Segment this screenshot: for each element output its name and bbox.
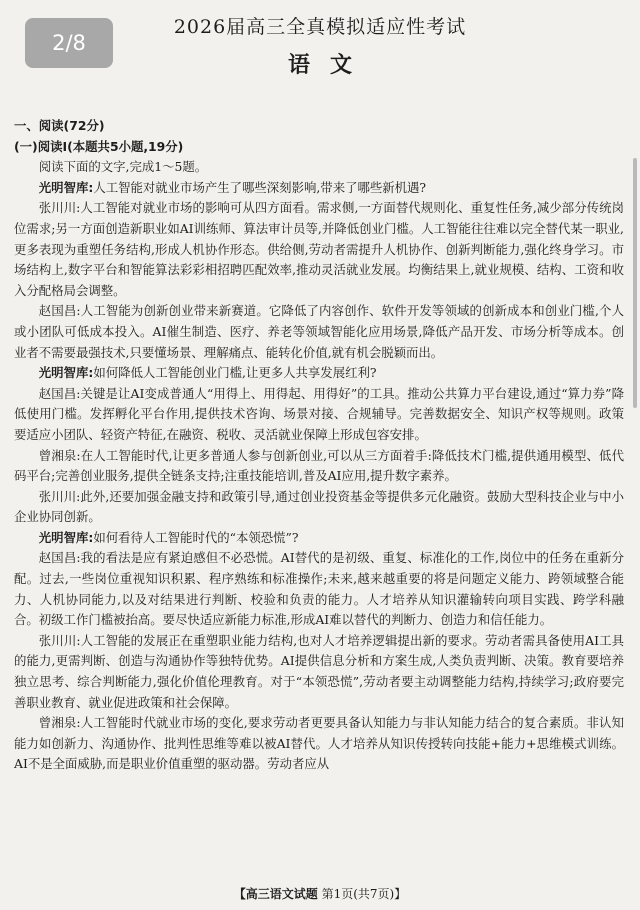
paragraph-text: 赵国昌:关键是让AI变成普通人“用得上、用得起、用得好”的工具。推动公共算力平台建设,通过“算力券”降低使用门槛。发挥孵化平台作用,提供技术咨询、场景对接、合规辅导。完善数据安全、知识产权等规则。政策要适应小团队、轻资产特征,在融资、税收、灵活就业保障上形成包容安排。 (14, 385, 624, 442)
paragraph-text: 如何看待人工智能时代的“本领恐慌”? (93, 529, 299, 545)
passage-paragraph (14, 446, 624, 487)
speaker-label: 光明智库: (38, 179, 94, 195)
passage (14, 178, 624, 775)
paragraph-text: 曾湘泉:人工智能时代就业市场的变化,要求劳动者更要具备认知能力与非认知能力结合的复合素质。非认知能力如创新力、沟通协作、批判性思维等难以被AI替代。人才培养从知识传授转向技能+能力+思维模式训练。AI不是全面威胁,而是职业价值重塑的驱动器。劳动者应从 (14, 715, 624, 772)
passage-paragraph (14, 713, 624, 775)
paragraph-text: 张川川:此外,还要加强金融支持和政策引导,通过创业投资基金等提供多元化融资。鼓励大型科技企业与中小企业协同创新。 (14, 488, 624, 525)
paragraph-text: 如何降低人工智能创业门槛,让更多人共享发展红利? (93, 365, 377, 381)
document-body (14, 116, 624, 775)
section-heading: 一、阅读(72分) (14, 118, 105, 133)
passage-paragraph (14, 631, 624, 713)
scrollbar[interactable] (633, 158, 637, 408)
subsection-heading: (一)阅读Ⅰ(本题共5小题,19分) (14, 138, 184, 154)
passage-paragraph (14, 528, 624, 549)
speaker-label: 光明智库: (38, 365, 94, 381)
exam-title: 2026届高三全真模拟适应性考试 (173, 16, 467, 38)
paragraph-text: 赵国昌:人工智能为创新创业带来新赛道。它降低了内容创作、软件开发等领域的创新成本和创业门槛,个人或小团队可低成本投入。AI催生制造、医疗、养老等领域智能化应用场景,降低产品开发、市场分析等成本。创业者不需要最强技术,只要懂场景、理解痛点、能转化价值,就有机会脱颖而出。 (14, 303, 624, 360)
paragraph-text: 赵国昌:我的看法是应有紧迫感但不必恐慌。AI替代的是初级、重复、标准化的工作,岗位中的任务在重新分配。过去,一些岗位重视知识积累、程序熟练和标准操作;未来,越来越重要的将是问题定义能力、跨领域整合能力、人机协同能力,以及对结果进行判断、校验和负责的能力。人才培养从知识灌输转向项目实践、跨学科融合。初级工作门槛被抬高。要尽快适应新能力标准,形成AI难以替代的判断力、创造力和信任能力。 (14, 550, 624, 628)
paragraph-text: 张川川:人工智能的发展正在重塑职业能力结构,也对人才培养逻辑提出新的要求。劳动者需具备使用AI工具的能力,更需判断、创造与沟通协作等独特优势。AI提供信息分析和方案生成,人类负责判断、决策。教育要培养独立思考、综合判断能力,强化价值伦理教育。对于“本领恐慌”,劳动者要主动调整能力结构,持续学习;政府要完善职业教育、就业促进政策和社会保障。 (14, 632, 624, 710)
speaker-label: 光明智库: (38, 529, 94, 545)
footer-label: 【高三语文试题 (233, 887, 318, 901)
footer-page-info: 第1页(共7页)】 (321, 887, 407, 901)
paragraph-text: 张川川:人工智能对就业市场的影响可从四方面看。需求侧,一方面替代规则化、重复性任务,减少部分传统岗位需求;另一方面创造新职业如AI训练师、算法审计员等,并降低创业门槛。人工智能往往难以完全替代某一职业,更多表现为重塑任务结构,形成人机协作形态。供给侧,劳动者需提升人机协作、创新判断能力,强化终身学习。市场结构上,数字平台和智能算法彩彩相招聘匹配效率,推动灵活就业发展。均衡结果上,就业规模、结构、工资和收入分配格局会调整。 (14, 200, 624, 298)
paragraph-text: 曾湘泉:在人工智能时代,让更多普通人参与创新创业,可以从三方面着手:降低技术门槛,提供通用模型、低代码平台;完善创业服务,提供全链条支持;注重技能培训,普及AI应用,提升数字素养。 (14, 447, 624, 484)
passage-paragraph (14, 301, 624, 363)
paragraph-text: 人工智能对就业市场产生了哪些深刻影响,带来了哪些新机遇? (93, 179, 427, 195)
passage-paragraph (14, 384, 624, 446)
instruction-text: 阅读下面的文字,完成1～5题。 (38, 159, 208, 175)
passage-paragraph (14, 548, 624, 630)
subject-title: 语文 (287, 52, 372, 78)
passage-paragraph (14, 363, 624, 384)
page-footer (0, 885, 640, 902)
page-indicator-badge: 2/8 (25, 18, 113, 68)
passage-paragraph (14, 198, 624, 301)
passage-paragraph (14, 487, 624, 528)
passage-paragraph (14, 178, 624, 199)
